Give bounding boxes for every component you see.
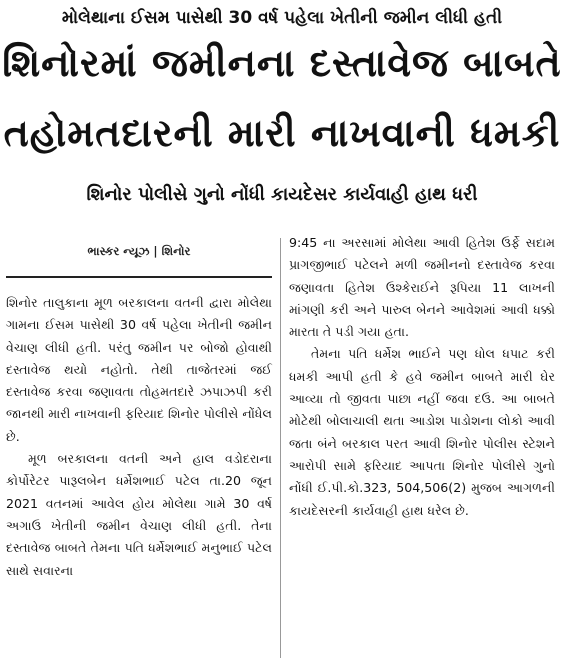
column-divider: [280, 238, 281, 658]
paragraph: મૂળ બરકાલના વતની અને હાલ વડોદરાના કોર્પોરેટર પારૂલબેન ધર્મેશભાઈ પટેલ તા.20 જૂન 2021 વતનમાં આવેલ હોય મોલેથા ગામે 30 વર્ષ અગાઉ ખેતીની જમીન વેચાણ લીધી હતી. તેના દસ્તાવેજ બાબતે તેમના પતિ ધર્મેશભાઈ મનુભાઈ પટેલ સાથે સવારના: [6, 451, 272, 578]
deck: શિનોર પોલીસે ગુનો નોંધી કાયદેસર કાર્યવાહી હાથ ધરી: [86, 184, 478, 205]
headline-line-2: તહોમતદારની મારી નાખવાની ધમકી: [3, 111, 561, 155]
paragraph: શિનોર તાલુકાના મૂળ બરકાલના વતની દ્વારા મોલેથા ગામના ઈસમ પાસેથી 30 વર્ષ પહેલા ખેતીની જમીન વેચાણ લીધી હતી. પરંતુ જમીન પર બોજો હોવાથી દસ્તાવેજ થયો નહોતો. તેથી તાજેતરમાં જઈ દસ્તાવેજ કરવા જણાવતા તોહમતદારે ઝપાઝપી કરી જાનથી મારી નાખવાની ફરિયાદ શિનોર પોલીસે નોંધેલ છે.: [6, 295, 272, 444]
kicker: મોલેથાના ઈસમ પાસેથી 30 વર્ષ પહેલા ખેતીની જમીન લીધી હતી: [61, 8, 503, 28]
byline: ભાસ્કર ન્યૂઝ | શિનોર: [87, 244, 191, 258]
byline-rule: [6, 276, 272, 278]
headline-line-1: શિનોરમાં જમીનના દસ્તાવેજ બાબતે: [2, 41, 562, 85]
paragraph: તેમના પતિ ધર્મેશ ભાઈને પણ ધોલ ધપાટ કરી ધમકી આપી હતી કે હવે જમીન બાબતે મારી ઘેર આવ્યા તો જીવતા પાછા નહીં જવા દઉ. આ બાબતે મોટેથી બોલાચાલી થતા આડોશ પાડોશના લોકો આવી જતા બંને બરકાલ પરત આવી શિનોર પોલીસ સ્ટેશને આરોપી સામે ફરિયાદ આપતા શિનોર પોલીસે ગુનો નોંધી ઈ.પી.કો.323, 504,506(2) મુજબ આગળની કાયદેસરની કાર્યવાહી હાથ ધરેલ છે.: [289, 346, 555, 518]
paragraph: 9:45 ના અરસામાં મોલેથા આવી હિતેશ ઉર્ફે સદામ પ્રાગજીભાઈ પટેલને મળી જમીનનો દસ્તાવેજ કરવા જણાવતા હિતેશ ઉશ્કેરાઈને રૂપિયા 11 લાખની માંગણી કરી અને પારુલ બેનને આવેશમાં આવી ધક્કો મારતા તે પડી ગયા હતા.: [289, 235, 555, 340]
left-column: [6, 292, 272, 582]
right-column: [289, 232, 555, 522]
